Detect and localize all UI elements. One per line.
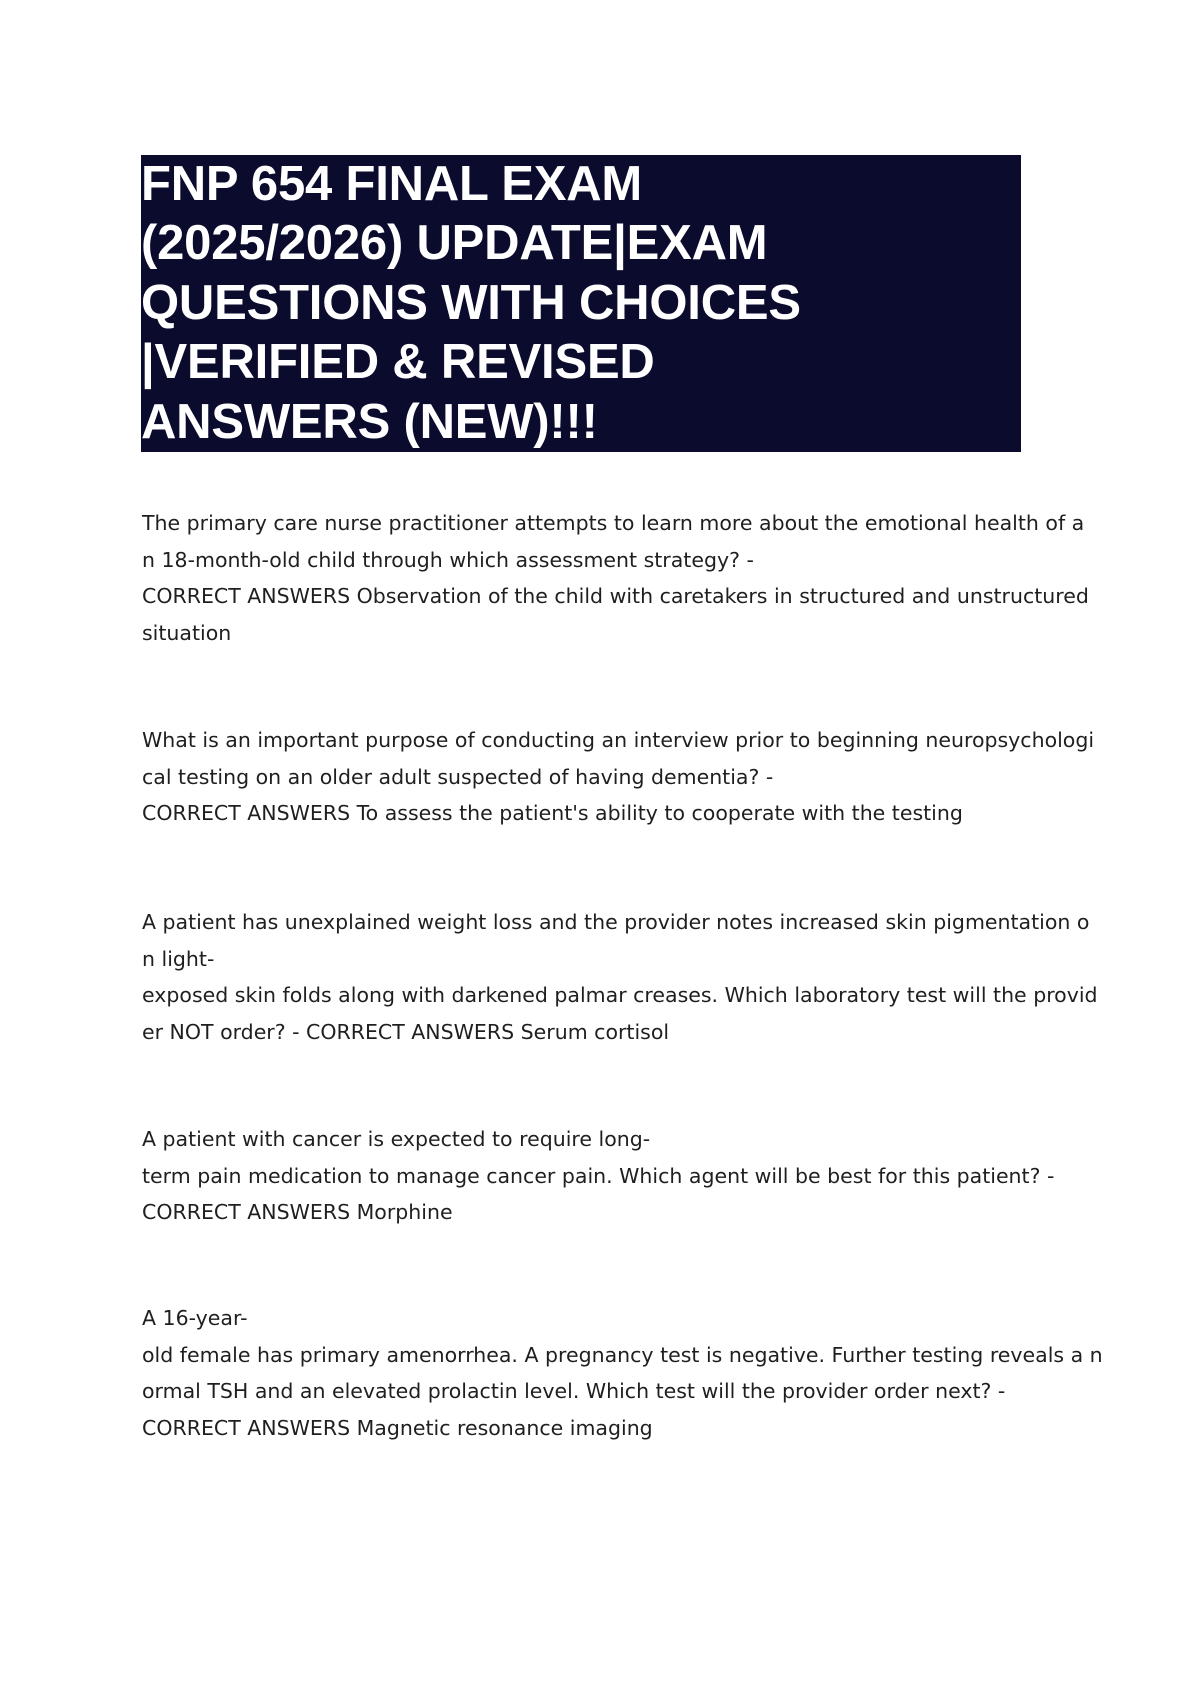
title-line: FNP 654 FINAL EXAM (141, 157, 643, 211)
question-text-line: What is an important purpose of conducting an interview prior to beginning neuropsychologi (142, 728, 1095, 752)
answer-text-line: situation (142, 620, 232, 645)
answer-text-line: er NOT order? - CORRECT ANSWERS Serum cortisol (142, 1019, 670, 1044)
title-banner (141, 155, 1021, 452)
question-text-line: n 18-month-old child through which assessment strategy? - (142, 547, 754, 572)
question-answer-block (142, 1121, 1062, 1231)
title-line: ANSWERS (NEW)!!! (141, 394, 598, 449)
question-text-line: old female has primary amenorrhea. A pregnancy test is negative. Further testing reveals a n (142, 1342, 1103, 1367)
question-text-line: ormal TSH and an elevated prolactin level. Which test will the provider order next? - (142, 1379, 1006, 1403)
answer-text-line: CORRECT ANSWERS Observation of the child with caretakers in structured and unstructured (142, 584, 1089, 608)
question-answer-block (142, 904, 1098, 1050)
question-text-line: The primary care nurse practitioner attempts to learn more about the emotional health of a (142, 511, 1085, 535)
title-line: (2025/2026) UPDATE|EXAM (141, 216, 768, 271)
answer-text-line: CORRECT ANSWERS Morphine (142, 1200, 453, 1224)
question-text-line: A patient has unexplained weight loss and the provider notes increased skin pigmentation o (142, 910, 1090, 934)
answer-text-line: CORRECT ANSWERS Magnetic resonance imaging (142, 1415, 653, 1440)
answer-text-line: CORRECT ANSWERS To assess the patient's ability to cooperate with the testing (142, 801, 963, 825)
question-text-line: n light- (142, 946, 215, 971)
question-answer-block (142, 1300, 1103, 1446)
question-text-line: cal testing on an older adult suspected of having dementia? - (142, 764, 774, 789)
title-line: |VERIFIED & REVISED (141, 335, 655, 390)
question-text-line: exposed skin folds along with darkened palmar creases. Which laboratory test will the provid (142, 983, 1098, 1007)
question-text-line: A 16-year- (142, 1306, 248, 1330)
title-line: QUESTIONS WITH CHOICES (141, 275, 801, 330)
question-text-line: term pain medication to manage cancer pain. Which agent will be best for this patient? - (142, 1163, 1055, 1188)
question-text-line: A patient with cancer is expected to require long- (142, 1127, 651, 1151)
question-answer-block (142, 722, 1095, 832)
question-answer-block (142, 505, 1089, 651)
